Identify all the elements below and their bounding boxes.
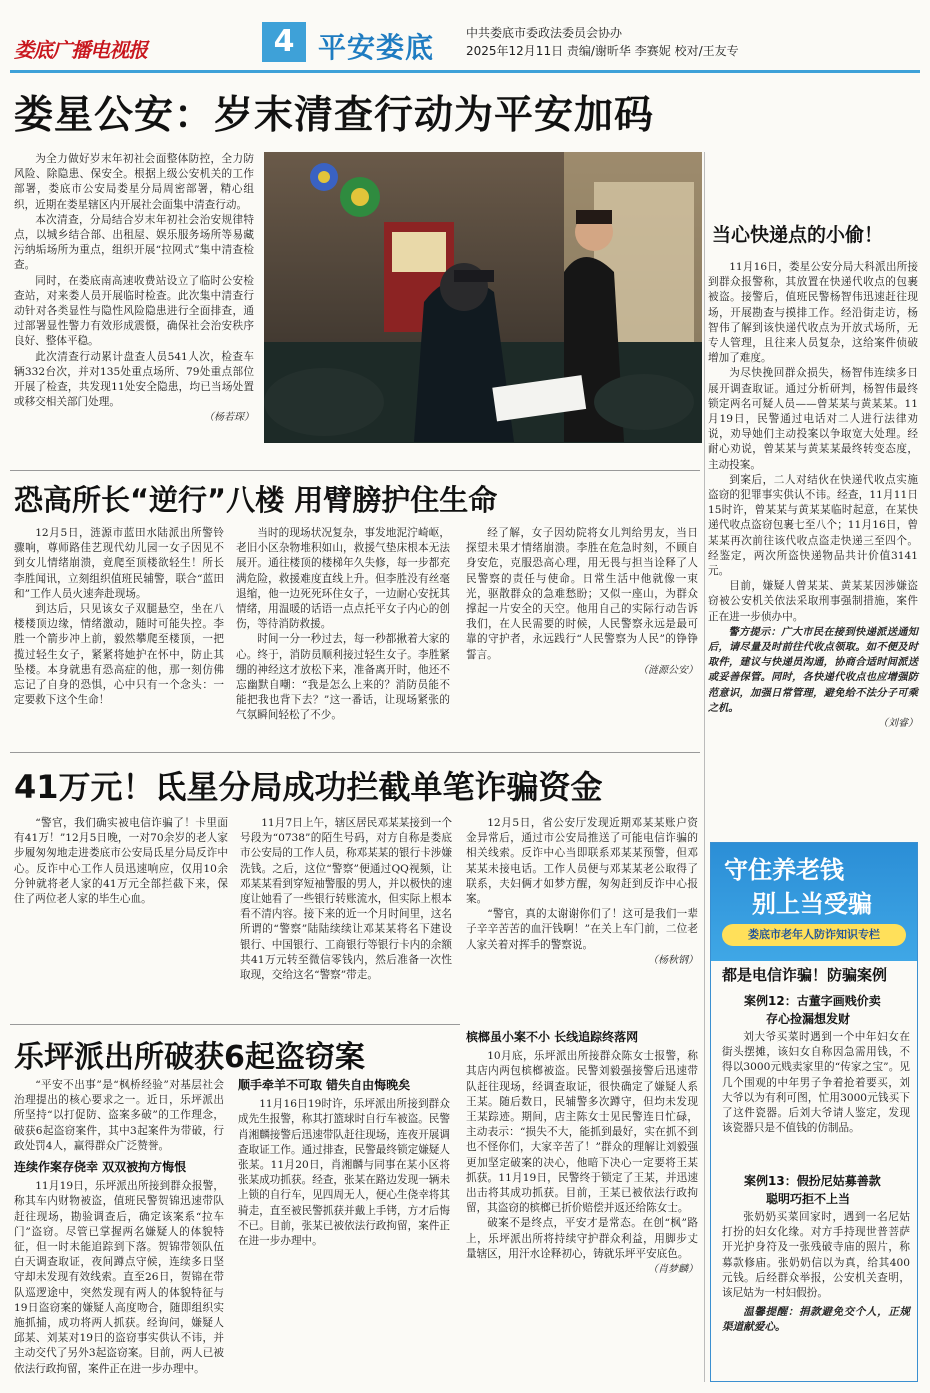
article-a3-col2	[240, 816, 452, 1012]
cases-header: 都是电信诈骗！防骗案例	[722, 966, 888, 984]
page-number: 4	[273, 24, 295, 59]
a1-para: 此次清查行动累计盘查人员541人次，检查车辆332台次，并对135处重点场所、79处重点部位开展了检查，共发现11处安全隐患，均已当场处置或移交相关部门处理。	[14, 350, 254, 409]
a1-author: （杨若琛）	[204, 412, 254, 424]
a1-para: 同时，在娄底南高速收费站设立了临时公安检查站，对来娄人员开展临时检查。此次集中清查行动针对各类显性与隐性风险隐患进行全面排查，通过部署显性警力有效形成震慑，确保社会治安秩序良好、整体平稳。	[14, 274, 254, 348]
side-divider	[704, 152, 705, 1382]
a4-para: “平安不出事”是“枫桥经验”对基层社会治理提出的核心要求之一。近日，乐坪派出所坚持“以打促防、盗案多破”的工作理念，破获6起盗窃案件，其中3起案件为带破，行政处罚4人，赢得群众广泛赞誉。	[14, 1079, 224, 1152]
side1-para: 为尽快挽回群众损失，杨智伟连续多日展开调查取证。通过分析研判，杨智伟最终锁定两名可疑人员——曾某某与黄某某。11月19日，民警通过电话对二人进行法律劝说，劝导她们主动投案以争取宽大处理。经耐心劝说，曾某某与黄某某最终转变态度，主动投案。	[708, 367, 918, 471]
a2-author: （涟源公安）	[638, 664, 698, 676]
case13-subtitle: 聪明巧拒不上当	[766, 1192, 851, 1206]
a4-subhead: 连续作案存侥幸 双双被拘方悔恨	[14, 1160, 187, 1175]
side1-body	[708, 260, 918, 731]
article-a4-col1	[14, 1078, 224, 1378]
a2-para: 经了解，女子因幼院将女儿判给男友，当日探望未果才情绪崩溃。李胜在危急时刻，不顾自身安危，克服恐高心理，用无畏与担当诠释了人民警察的责任与使命。日常生活中他就像一束光，驱散群众的急难愁盼；又似一座山，为群众撑起一片安全的天空。他用自己的实际行动告诉我们，在人民需要的时候，人民警察永远是最可靠的守护者，永远践行“人民警察为人民”的铮铮誓言。	[466, 527, 698, 661]
side1-para: 11月16日，娄星公安分局大科派出所接到群众报警称，其放置在快递代收点的包裹被盗。接警后，值班民警杨智伟迅速赶往现场，开展勘查与摸排工作。经沿街走访，杨智伟了解到该快递代收点为开放式场所，无专人管理，且往来人员复杂，这给案件侦破增加了难度。	[708, 261, 918, 365]
headline-a2: 恐高所长“逆行”八楼 用臂膀护住生命	[14, 483, 498, 517]
article-a2-col2	[236, 526, 450, 724]
article-a2-col3	[466, 526, 698, 678]
case12-title: 案例12：古董字画贱价卖	[744, 994, 881, 1008]
sponsor-line: 中共娄底市委政法委员会协办	[466, 26, 623, 40]
a2-para: 到达后，只见该女子双腿悬空，坐在八楼楼顶边缘，情绪激动，随时可能失控。李胜一个箭步冲上前，毅然攀爬至楼顶，一把揽过轻生女子，紧紧将她护在怀中，防止其坠楼。本身就患有恐高症的他，那一刻仿佛忘记了自身的恐惧，心中只有一个念头：一定要救下这个生命！	[14, 603, 224, 707]
case13-title: 案例13：假扮尼姑募善款	[744, 1174, 881, 1188]
a2-para: 12月5日，涟源市蓝田水陆派出所警铃骤响，尊师路佳艺现代幼儿园一女子因见不到女儿情绪崩溃，竟爬至顶楼欲轻生！所长李胜闻讯，立刻组织值班民辅警，联合“蓝田和”工作人员火速奔赴现场。	[14, 527, 224, 600]
a3-para: 11月7日上午，辖区居民邓某某接到一个号段为“0738”的陌生号码，对方自称是娄底市公安局的工作人员，称邓某某的银行卡涉嫌洗钱。之后，这位“警察”便通过QQ视频，让邓某某看到穿短袖警服的男人，并以极快的速度让她看了一些银行转账流水，但实际上根本看不清内容。接下来的近一个月时间里，这名所谓的“警察”陆陆续续让邓某某将名下建设银行、中国银行、工商银行等银行卡内的余额共41万元转至微信零钱内，然后准备一次性取现，交给这名“警察”带走。	[240, 817, 452, 982]
photo-illustration	[264, 152, 702, 443]
side1-para: 目前，嫌疑人曾某某、黄某某因涉嫌盗窃被公安机关依法采取刑事强制措施，案件正在进一步侦办中。	[708, 580, 918, 623]
a1-para: 本次清查，分局结合岁末年初社会治安规律特点，以城乡结合部、出租屋、娱乐服务场所等易藏污纳垢场所为重点，组织开展“拉网式”集中清查检查。	[14, 213, 254, 272]
banner-line1: 守住养老钱	[724, 856, 844, 884]
case12-para: 刘大爷买菜时遇到一个中年妇女在街头摆摊，该妇女自称因急需用钱，不得以3000元贱卖家里的“传家之宝”。见几个围观的中年男子争着抢着要买，刘大爷以为有利可图，忙用3000元钱买下了这件瓷器。后刘大爷请人鉴定，发现该瓷器只是不值钱的仿制品。	[722, 1031, 910, 1135]
case12-subtitle: 存心捡漏想发财	[766, 1012, 851, 1026]
a4-para: 11月19日，乐坪派出所接到群众报警，称其车内财物被盗，值班民警贺锦迅速带队赶往现场，勘验调查后，确定该案系“拉车门”盗窃。尽管已掌握两名嫌疑人的体貌特征，但一时未能追踪到下落。贺锦带领队伍白天调查取证，夜间蹲点守候，连续多日坚守却未发现有效线索。直至26日，贺锦在带队巡逻途中，突然发现有两人的体貌特征与19日盗窃案的嫌疑人高度吻合，随即组织实施抓捕，成功将两人抓获。经询问，嫌疑人邱某、刘某对19日的盗窃事实供认不讳，并主动交代了另外3起盗窃案。目前，两人已被依法行政拘留，案件正在进一步办理中。	[14, 1180, 224, 1375]
case-tip: 温馨提醒：捐款避免交个人，正规渠道献爱心。	[722, 1306, 910, 1334]
a3-para: “警官，我们确实被电信诈骗了！卡里面有41万！”12月5日晚，一对70余岁的老人家步履匆匆地走进娄底市公安局氐星分局反诈中心。反诈中心工作人员迅速响应，仅用10余分钟就将老人家的41万元全部拦截下来，保住了两位老人家的毕生心血。	[14, 817, 228, 906]
newspaper-brand: 娄底广播电视报	[14, 38, 147, 62]
case12-body	[722, 1030, 910, 1136]
headline-a3: 41万元！氐星分局成功拦截单笔诈骗资金	[14, 768, 603, 806]
a2-para: 当时的现场状况复杂，事发地泥泞崎岖，老旧小区杂物堆积如山，救援气垫床根本无法展开。通往楼顶的楼梯年久失修，每一步都充满危险，救援难度直线上升。但李胜没有丝毫退缩，他一边死死环住女子，一边耐心安抚其情绪，用温暖的话语一点点托平女子内心的创伤，等待消防救援。	[236, 527, 450, 631]
case13-para: 张奶奶买菜回家时，遇到一名尼姑打扮的妇女化缘。对方手持现世普菩萨开光护身符及一张残破寺庙的照片，称募款修庙。张奶奶信以为真，给其400元钱。后经群众举报，公安机关查明，该尼姑为一村妇假扮。	[722, 1211, 910, 1300]
headline-a1: 娄星公安：岁末清查行动为平安加码	[14, 93, 655, 138]
section-title: 平安娄底	[318, 31, 435, 64]
side1-author: （刘睿）	[878, 718, 918, 730]
a1-para: 为全力做好岁末年初社会面整体防控，全力防风险、除隐患、保安全。根据上级公安机关的工作部署，娄底市公安局娄星分局周密部署，精心组织，近期在娄星辖区内开展社会面集中清查行动。	[14, 153, 254, 211]
a4-subhead: 顺手牵羊不可取 错失自由悔晚矣	[238, 1078, 411, 1092]
a2-para: 时间一分一秒过去，每一秒都揪着大家的心。终于，消防员顺利接过轻生女子。李胜紧绷的神经这才放松下来，准备离开时，他还不忘幽默自嘲：“我是怎么上来的？消防员能不能把我也背下去？”这一番话，让现场紧张的气氛瞬间轻松了不少。	[236, 633, 450, 722]
side1-title: 当心快递点的小偷！	[712, 224, 884, 246]
a4-top-rule	[10, 1024, 460, 1025]
a4-para: 10月底，乐坪派出所接群众陈女士报警，称其店内两包槟榔被盗。民警刘毅强接警后迅速带队赶往现场，经调查取证，很快确定了嫌疑人系王某。随后数日，民辅警多次蹲守，但均未发现王某踪迹。期间，店主陈女士见民警连日忙碌，主动表示：“损失不大，能抓到最好，实在抓不到也不怪你们，大家辛苦了！”群众的理解让刘毅强更加坚定破案的决心，他暗下决心一定要将王某抓获。11月19日，民警终于锁定了王某，并迅速出击将其成功抓获。目前，王某已被依法行政拘留，其盗窃的槟榔已折价赔偿并返还给陈女士。	[466, 1050, 698, 1215]
a2-top-rule	[10, 470, 700, 471]
case13-body	[722, 1210, 910, 1336]
article-a4-col2	[238, 1078, 450, 1378]
masthead-rule	[10, 70, 920, 73]
article-a3-col3	[466, 816, 698, 968]
article-a4-col3	[466, 1030, 698, 1375]
a3-para: 12月5日，省公安厅发现近期邓某某账户资金异常后，通过市公安局推送了可能电信诈骗的相关线索。反诈中心当即联系邓某某预警，但邓某某未接电话。工作人员便与邓某某老公取得了联系，夫妇俩才如梦方醒，匆匆赶到反诈中心报案。	[466, 817, 698, 906]
a4-para: 11月16日19时许，乐坪派出所接到群众成先生报警，称其打篮球时自行车被盗。民警肖湘麟接警后迅速带队赶往现场，连夜开展调查取证工作。通过排查，民警最终锁定嫌疑人张某。11月20日，肖湘麟与同事在某小区将张某成功抓获。经查，张某在路边发现一辆未上锁的自行车，见四周无人，便心生侥幸将其骑走，直至被民警抓获并戴上手铐，方才后悔不已。目前，张某已被依法行政拘留，案件正在进一步办理中。	[238, 1098, 450, 1248]
article-a2-col1	[14, 526, 224, 736]
side1-tip: 警方提示：广大市民在接到快递派送通知后，请尽量及时前往代收点领取。如不便及时取件，建议与快递员沟通，协商合适时间派送或妥善保管。同时，各快递代收点也应增强防范意识，加强日常管理，避免给不法分子可乘之机。	[708, 625, 918, 714]
column-label: 娄底市老年人防诈知识专栏	[722, 924, 906, 946]
article-a3-col1	[14, 816, 228, 907]
article-a1-body	[14, 152, 254, 426]
side1-para: 到案后，二人对结伙在快递代收点实施盗窃的犯罪事实供认不讳。经查，11月11日15时许，曾某某与黄某某临时起意，在某快递代收点盗窃包裹七至八个；11月16日，曾某某再次前往该代收点盗走快递三至四个。经鉴定，两次所盗快递物品共计价值3141元。	[708, 473, 918, 578]
a3-author: （杨秋钢）	[648, 954, 698, 966]
a3-para: “警官，真的太谢谢你们了！这可是我们一辈子辛辛苦苦的血汗钱啊！”在关上车门前，二位老人家关着对挥手的警察说。	[466, 908, 698, 951]
a4-para: 破案不是终点，平安才是常态。在创“枫”路上，乐坪派出所将持续守护群众利益，用脚步丈量辖区，用汗水诠释初心，铸就乐坪平安底色。	[466, 1217, 698, 1260]
police-photo	[264, 152, 702, 443]
a3-top-rule	[10, 752, 700, 753]
banner-line2: 别上当受骗	[752, 890, 872, 918]
headline-a4: 乐坪派出所破获6起盗窃案	[14, 1040, 365, 1075]
issue-meta: 2025年12月11日 责编/谢昕华 李赛妮 校对/王友专	[466, 44, 739, 58]
a4-subhead: 槟榔虽小案不小 长线追踪终落网	[466, 1030, 639, 1044]
a4-author: （肖梦麟）	[648, 1264, 698, 1276]
